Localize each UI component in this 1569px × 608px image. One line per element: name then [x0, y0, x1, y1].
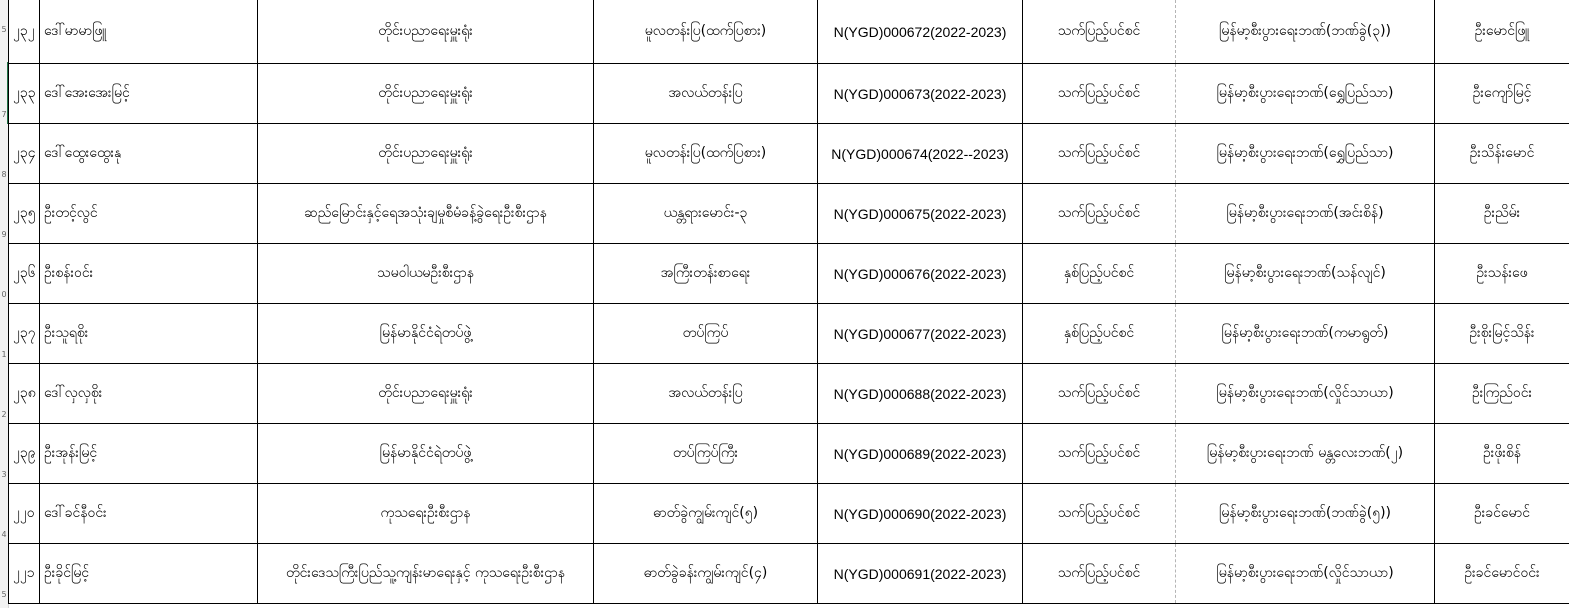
cell-name[interactable]: ဦးတင့်လွင်: [40, 184, 258, 244]
cell-position[interactable]: တပ်ကြပ်ကြီး: [594, 424, 818, 484]
row-header[interactable]: 0: [1, 290, 7, 299]
cell-representative[interactable]: ဦးခင်မောင်ဝင်း: [1435, 544, 1569, 604]
cell-bank-branch[interactable]: မြန်မာ့စီးပွားရေးဘဏ် မန္တလေးဘဏ်(၂): [1176, 424, 1435, 484]
cell-position[interactable]: မူလတန်းပြ(ထက်ပြစား): [594, 0, 818, 64]
cell-position[interactable]: တပ်ကြပ်: [594, 304, 818, 364]
cell-registration-no[interactable]: N(YGD)000676(2022-2023): [818, 244, 1023, 304]
cell-serial-no[interactable]: ၂၃၃: [9, 64, 40, 124]
cell-representative[interactable]: ဦးမောင်ဖြူ: [1435, 0, 1569, 64]
table-row: [9, 304, 1569, 364]
cell-serial-no[interactable]: ၂၂၀: [9, 484, 40, 544]
cell-pension-type[interactable]: သက်ပြည့်ပင်စင်: [1023, 484, 1176, 544]
cell-registration-no[interactable]: N(YGD)000689(2022-2023): [818, 424, 1023, 484]
cell-bank-branch[interactable]: မြန်မာ့စီးပွားရေးဘဏ်(လှိုင်သာယာ): [1176, 544, 1435, 604]
cell-name[interactable]: ဒေါ်လှလှစိုး: [40, 364, 258, 424]
cell-department[interactable]: တိုင်းပညာရေးမှူးရုံး: [258, 0, 594, 64]
cell-position[interactable]: အလယ်တန်းပြ: [594, 64, 818, 124]
cell-position[interactable]: ဓာတ်ခွဲခန်းကျွမ်းကျင်(၄): [594, 544, 818, 604]
cell-registration-no[interactable]: N(YGD)000688(2022-2023): [818, 364, 1023, 424]
cell-department[interactable]: တိုင်းပညာရေးမှူးရုံး: [258, 364, 594, 424]
table-row: [9, 424, 1569, 484]
cell-pension-type[interactable]: သက်ပြည့်ပင်စင်: [1023, 544, 1176, 604]
cell-position[interactable]: ယန္တရားမောင်း-၃: [594, 184, 818, 244]
cell-representative[interactable]: ဦးသိန်းမောင်: [1435, 124, 1569, 184]
cell-pension-type[interactable]: သက်ပြည့်ပင်စင်: [1023, 124, 1176, 184]
row-header[interactable]: 9: [1, 230, 7, 239]
spreadsheet-grid: [8, 0, 1569, 604]
cell-serial-no[interactable]: ၂၃၇: [9, 304, 40, 364]
cell-pension-type[interactable]: သက်ပြည့်ပင်စင်: [1023, 424, 1176, 484]
cell-representative[interactable]: ဦးကြည်ဝင်း: [1435, 364, 1569, 424]
cell-name[interactable]: ဒေါ်ခင်နီဝင်း: [40, 484, 258, 544]
cell-position[interactable]: အကြီးတန်းစာရေး: [594, 244, 818, 304]
cell-bank-branch[interactable]: မြန်မာ့စီးပွားရေးဘဏ်(လှိုင်သာယာ): [1176, 364, 1435, 424]
cell-bank-branch[interactable]: မြန်မာ့စီးပွားရေးဘဏ်(ဘဏ်ခွဲ(၃)): [1176, 0, 1435, 64]
cell-position[interactable]: မူလတန်းပြ(ထက်ပြစား): [594, 124, 818, 184]
cell-department[interactable]: ဆည်မြောင်းနှင့်ရေအသုံးချမှုစီမံခန့်ခွဲရေးဦးစီးဌာန: [258, 184, 594, 244]
cell-registration-no[interactable]: N(YGD)000677(2022-2023): [818, 304, 1023, 364]
row-header[interactable]: 1: [1, 350, 7, 359]
cell-serial-no[interactable]: ၂၃၂: [9, 0, 40, 64]
cell-position[interactable]: အလယ်တန်းပြ: [594, 364, 818, 424]
cell-serial-no[interactable]: ၂၃၆: [9, 244, 40, 304]
table-row: [9, 364, 1569, 424]
table-row: [9, 484, 1569, 544]
cell-name[interactable]: ဒေါ်မာမာဖြူ: [40, 0, 258, 64]
cell-registration-no[interactable]: N(YGD)000690(2022-2023): [818, 484, 1023, 544]
cell-representative[interactable]: ဦးကျော်မြင့်: [1435, 64, 1569, 124]
cell-bank-branch[interactable]: မြန်မာ့စီးပွားရေးဘဏ်(ရွှေပြည်သာ): [1176, 64, 1435, 124]
cell-bank-branch[interactable]: မြန်မာ့စီးပွားရေးဘဏ်(ကမာရွတ်): [1176, 304, 1435, 364]
cell-department[interactable]: မြန်မာနိုင်ငံရဲတပ်ဖွဲ့: [258, 304, 594, 364]
cell-position[interactable]: ဓာတ်ခွဲကျွမ်းကျင်(၅): [594, 484, 818, 544]
cell-registration-no[interactable]: N(YGD)000691(2022-2023): [818, 544, 1023, 604]
cell-serial-no[interactable]: ၂၃၉: [9, 424, 40, 484]
cell-department[interactable]: မြန်မာနိုင်ငံရဲတပ်ဖွဲ့: [258, 424, 594, 484]
row-header[interactable]: 3: [1, 470, 7, 479]
row-header[interactable]: 5: [1, 25, 7, 34]
cell-name[interactable]: ဦးအုန်းမြင့်: [40, 424, 258, 484]
row-header[interactable]: 7: [1, 110, 7, 119]
cell-pension-type[interactable]: နှစ်ပြည့်ပင်စင်: [1023, 244, 1176, 304]
row-header[interactable]: 4: [1, 530, 7, 539]
cell-serial-no[interactable]: ၂၃၅: [9, 184, 40, 244]
cell-department[interactable]: ကုသရေးဦးစီးဌာန: [258, 484, 594, 544]
cell-pension-type[interactable]: သက်ပြည့်ပင်စင်: [1023, 0, 1176, 64]
cell-name[interactable]: ဒေါ်ထွေးထွေးနု: [40, 124, 258, 184]
cell-name[interactable]: ဦးခိုင်မြင့်: [40, 544, 258, 604]
table-row: [9, 64, 1569, 124]
cell-serial-no[interactable]: ၂၂၁: [9, 544, 40, 604]
row-header[interactable]: 5: [1, 590, 7, 599]
table-row: [9, 544, 1569, 604]
cell-registration-no[interactable]: N(YGD)000675(2022-2023): [818, 184, 1023, 244]
cell-bank-branch[interactable]: မြန်မာ့စီးပွားရေးဘဏ်(ဘဏ်ခွဲ(၅)): [1176, 484, 1435, 544]
row-header[interactable]: 2: [1, 410, 7, 419]
cell-representative[interactable]: ဦးစိုးမြင့်သိန်း: [1435, 304, 1569, 364]
cell-registration-no[interactable]: N(YGD)000672(2022-2023): [818, 0, 1023, 64]
table-row: [9, 184, 1569, 244]
cell-name[interactable]: ဒေါ်အေးအေးမြင့်: [40, 64, 258, 124]
cell-bank-branch[interactable]: မြန်မာ့စီးပွားရေးဘဏ်(အင်းစိန်): [1176, 184, 1435, 244]
table-row: [9, 244, 1569, 304]
cell-name[interactable]: ဦးစန်းဝင်း: [40, 244, 258, 304]
cell-pension-type[interactable]: နှစ်ပြည့်ပင်စင်: [1023, 304, 1176, 364]
table-body: [9, 0, 1569, 604]
cell-registration-no[interactable]: N(YGD)000674(2022--2023): [818, 124, 1023, 184]
cell-name[interactable]: ဦးသူရစိုး: [40, 304, 258, 364]
cell-registration-no[interactable]: N(YGD)000673(2022-2023): [818, 64, 1023, 124]
cell-department[interactable]: တိုင်းပညာရေးမှူးရုံး: [258, 124, 594, 184]
table-row: [9, 124, 1569, 184]
cell-pension-type[interactable]: သက်ပြည့်ပင်စင်: [1023, 184, 1176, 244]
cell-department[interactable]: တိုင်းဒေသကြီးပြည်သူ့ကျန်းမာရေးနှင့် ကုသရေးဦးစီးဌာန: [258, 544, 594, 604]
cell-representative[interactable]: ဦးသန်းဖေ: [1435, 244, 1569, 304]
cell-bank-branch[interactable]: မြန်မာ့စီးပွားရေးဘဏ်(သန်လျင်): [1176, 244, 1435, 304]
cell-representative[interactable]: ဦးခင်မောင်: [1435, 484, 1569, 544]
cell-department[interactable]: တိုင်းပညာရေးမှူးရုံး: [258, 64, 594, 124]
cell-bank-branch[interactable]: မြန်မာ့စီးပွားရေးဘဏ်(ရွှေပြည်သာ): [1176, 124, 1435, 184]
cell-department[interactable]: သမဝါယမဦးစီးဌာန: [258, 244, 594, 304]
cell-pension-type[interactable]: သက်ပြည့်ပင်စင်: [1023, 64, 1176, 124]
cell-serial-no[interactable]: ၂၃၈: [9, 364, 40, 424]
cell-serial-no[interactable]: ၂၃၄: [9, 124, 40, 184]
table-row: [9, 0, 1569, 64]
cell-representative[interactable]: ဦးဖိုးစိန်: [1435, 424, 1569, 484]
cell-representative[interactable]: ဦးညိမ်း: [1435, 184, 1569, 244]
cell-pension-type[interactable]: သက်ပြည့်ပင်စင်: [1023, 364, 1176, 424]
row-header[interactable]: 8: [1, 170, 7, 179]
